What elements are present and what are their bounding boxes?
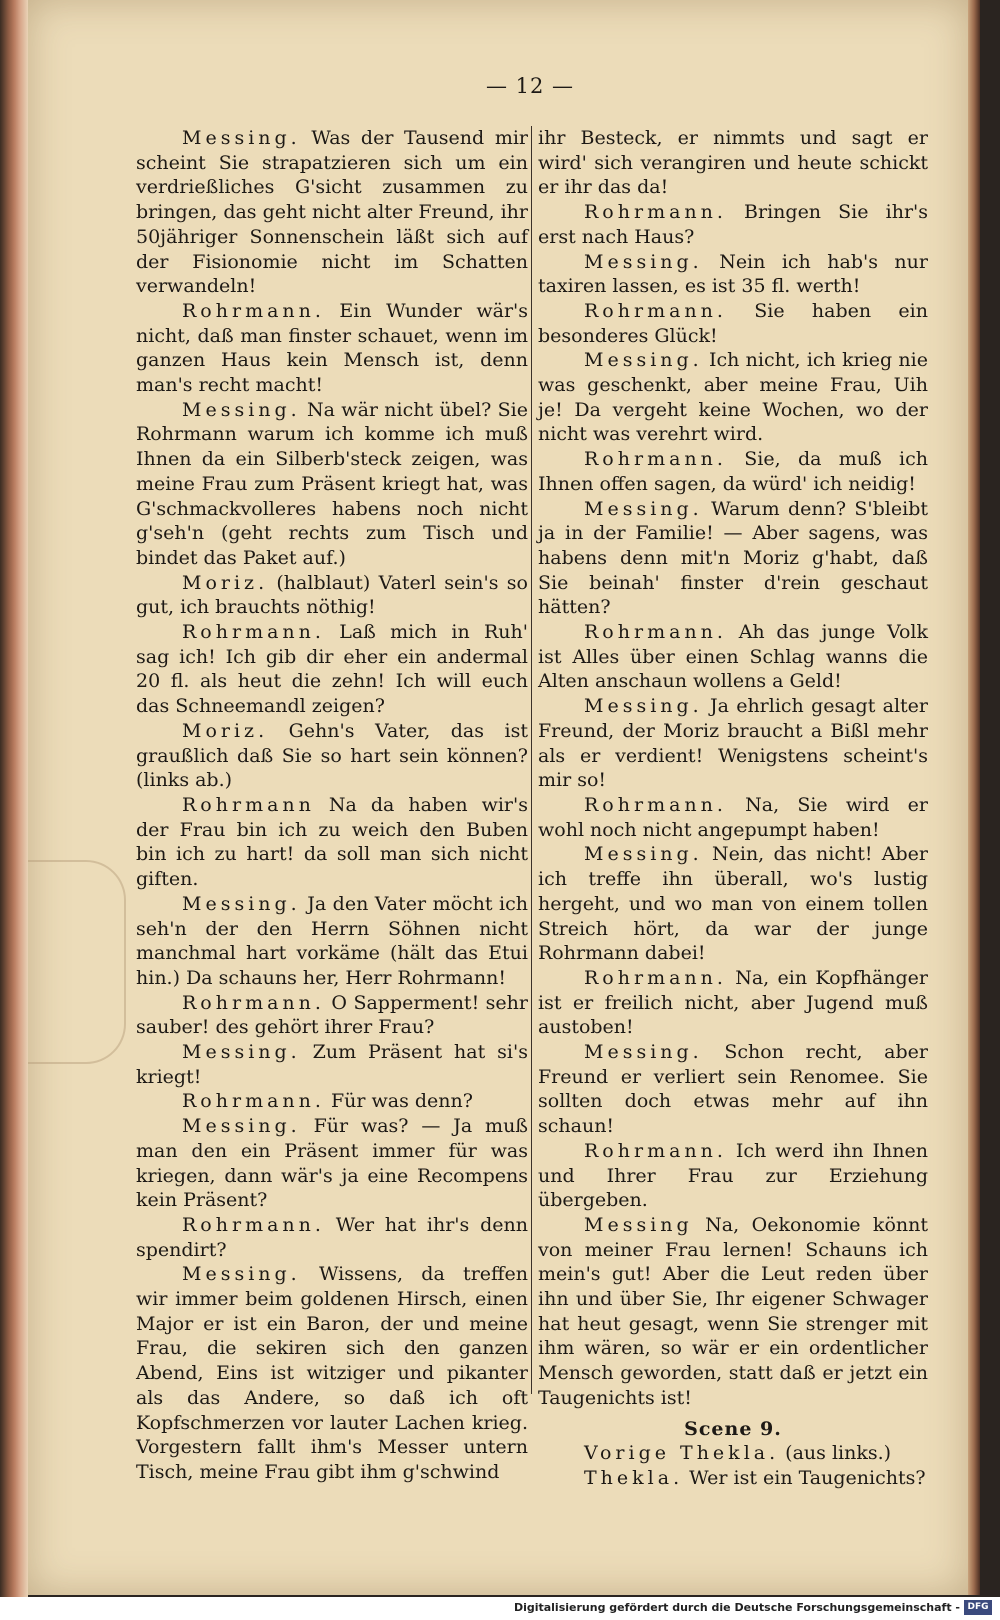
- speaker-name: Rohrmann.: [182, 1090, 325, 1113]
- speaker-name: Rohrmann.: [182, 299, 325, 322]
- dialogue-paragraph: [136, 1262, 528, 1484]
- dialogue-paragraph: [538, 966, 928, 1040]
- speaker-name: Rohrmann.: [584, 1139, 727, 1162]
- dialogue-paragraph: [538, 447, 928, 496]
- speaker-name: Messing.: [182, 1041, 301, 1064]
- dialogue-text: Warum denn? S'bleibt ja in der Familie! — Aber sagens, was habens denn mit'n Moriz g'habt, daß Sie beinah' finster d'rein geschaut hätten?: [538, 497, 928, 619]
- dialogue-paragraph: [538, 250, 928, 299]
- speaker-name: Rohrmann: [182, 793, 315, 816]
- dialogue-text: Na, Sie wird er wohl noch nicht angepumpt haben!: [538, 793, 928, 841]
- speaker-name: Rohrmann.: [584, 966, 727, 989]
- dialogue-text: Für was? — Ja muß man den ein Präsent immer für was kriegen, dann wär's ja eine Recompens kein Präsent?: [136, 1115, 528, 1212]
- dialogue-text: Zum Präsent hat si's kriegt!: [136, 1041, 528, 1088]
- dialogue-paragraph: [136, 571, 528, 620]
- speaker-name: Rohrmann.: [182, 621, 325, 644]
- dialogue-paragraph: [538, 842, 928, 966]
- dialogue-paragraph: [136, 620, 528, 719]
- book-binding-edge: [0, 0, 28, 1620]
- dialogue-paragraph: [538, 200, 928, 249]
- dialogue-text: Na, Oekonomie könnt von meiner Frau lernen! Schauns ich mein's gut! Aber die Leut reden über ihn und über Sie, Ihr eigener Schwager hat heut gesagt, wenn Sie strenger mit ihm wären, so wär er ein ordentlicher Mensch geworden, statt daß er jetzt ein Taugenichts ist!: [538, 1213, 928, 1409]
- speaker-name: Messing.: [584, 843, 703, 866]
- dialogue-text: Gehn's Vater, das ist graußlich daß Sie so hart sein können? (links ab.): [136, 719, 528, 792]
- scene-line-speaker: Thekla.: [584, 1466, 684, 1489]
- dialogue-text: Na da haben wir's der Frau bin ich zu weich den Buben bin ich zu hart! da soll man sich nicht giften.: [136, 793, 528, 891]
- dialogue-paragraph: [136, 991, 528, 1040]
- column-divider: [531, 126, 532, 1394]
- dialogue-text: ihr Besteck, er nimmts und sagt er wird' sich verangiren und heute schickt er ihr das da!: [538, 127, 928, 199]
- dialogue-text: Ja den Vater möcht ich seh'n der den Herrn Söhnen nicht manchmal hart vorkäme (hält das Etui hin.) Da schauns her, Herr Rohrmann!: [136, 892, 528, 989]
- dialogue-text: Ich werd ihn Ihnen und Ihrer Frau zur Erziehung übergeben.: [538, 1139, 928, 1212]
- left-text-column: [136, 126, 528, 1485]
- dialogue-text: Ein Wunder wär's nicht, daß man finster schauet, wenn im ganzen Haus kein Mensch ist, denn man's recht macht!: [136, 299, 528, 397]
- speaker-name: Messing.: [182, 1115, 301, 1138]
- dialogue-text: Wissens, da treffen wir immer beim goldenen Hirsch, einen Major er ist ein Baron, der und meine Frau, die sekiren sich den ganzen Abend, Eins ist witziger und pikanter als das Andere, so daß ich oft Kopfschmerzen vor lauter Lachen krieg. Vorgestern fallt ihm's Messer untern Tisch, meine Frau gibt ihm g'schwind: [136, 1263, 528, 1483]
- speaker-name: Messing.: [584, 250, 703, 273]
- speaker-name: Messing.: [584, 497, 703, 520]
- scene-heading: Scene 9.: [684, 1417, 782, 1440]
- dialogue-paragraph: [136, 719, 528, 793]
- dialogue-paragraph: [538, 620, 928, 694]
- speaker-name: Messing.: [584, 1041, 703, 1064]
- dialogue-text: Schon recht, aber Freund er verliert sein Renomee. Sie sollten doch etwas mehr auf ihn schaun!: [538, 1041, 928, 1138]
- speaker-name: Messing: [584, 1213, 693, 1236]
- dialogue-text: Laß mich in Ruh' sag ich! Ich gib dir eher ein andermal 20 fl. als heut die zehn! Ich will euch das Schneemandl zeigen?: [136, 621, 528, 718]
- dialogue-paragraph: [136, 398, 528, 571]
- page-number: — 12 —: [485, 74, 575, 98]
- dialogue-text: Was der Tausend mir scheint Sie strapatzieren sich um ein verdrießliches G'sicht zusammen zu bringen, das geht nicht alter Freund, ihr 50jähriger Sonnenschein läßt sich auf der Fisionomie nicht im Schatten verwandeln!: [136, 127, 528, 298]
- speaker-name: Moriz.: [182, 571, 269, 594]
- dialogue-text: Ich nicht, ich krieg nie was geschenkt, aber meine Frau, Uih je! Da vergeht keine Wochen, wo der nicht was verehrt wird.: [538, 349, 928, 446]
- page-tab-shadow: [28, 860, 126, 1064]
- dialogue-text: (halblaut) Vaterl sein's so gut, ich brauchts nöthig!: [136, 571, 528, 619]
- right-paragraphs: [538, 126, 928, 1411]
- scene-line-text: Wer ist ein Taugenichts?: [683, 1466, 926, 1489]
- dialogue-text: Sie, da muß ich Ihnen offen sagen, da würd' ich neidig!: [538, 448, 928, 495]
- speaker-name: Messing.: [182, 892, 301, 915]
- dialogue-paragraph: [538, 1213, 928, 1411]
- speaker-name: Messing.: [182, 398, 301, 421]
- footer-bar: [0, 1597, 1000, 1620]
- dialogue-text: O Sapperment! sehr sauber! des gehört ihrer Frau?: [136, 991, 528, 1039]
- dialogue-text: Für was denn?: [324, 1090, 473, 1113]
- dialogue-text: Wer hat ihr's denn spendirt?: [136, 1213, 528, 1261]
- dialogue-text: Na wär nicht übel? Sie Rohrmann warum ich komme ich muß Ihnen da ein Silberb'steck zeigen, was meine Frau zum Präsent kriegt hat, was G'schmackvolleres habens noch nicht g'seh'n (geht rechts zum Tisch und bindet das Paket auf.): [136, 398, 528, 569]
- right-text-column: [538, 126, 928, 1491]
- speaker-name: Rohrmann.: [584, 201, 727, 224]
- dialogue-paragraph: [538, 1040, 928, 1139]
- dialogue-paragraph: [136, 1114, 528, 1213]
- dialogue-paragraph: [538, 299, 928, 348]
- dialogue-paragraph: [538, 348, 928, 447]
- speaker-name: Messing.: [182, 1263, 301, 1286]
- dialogue-text: Ja ehrlich gesagt alter Freund, der Moriz braucht a Bißl mehr als er verdient! Wenigstens scheint's mir so!: [538, 695, 928, 792]
- dialogue-paragraph: [136, 299, 528, 398]
- dialogue-text: Bringen Sie ihr's erst nach Haus?: [538, 201, 928, 248]
- speaker-name: Rohrmann.: [584, 448, 727, 471]
- dialogue-paragraph: [538, 126, 928, 200]
- speaker-name: Messing.: [584, 349, 703, 372]
- dialogue-text: Na, ein Kopfhänger ist er freilich nicht, aber Jugend muß austoben!: [538, 966, 928, 1039]
- speaker-name: Messing.: [182, 127, 301, 149]
- dialogue-text: Ah das junge Volk ist Alles über einen Schlag wanns die Alten anschaun wollens a Geld!: [538, 621, 928, 693]
- scene-cast-text: (aus links.): [779, 1442, 892, 1465]
- dialogue-paragraph: [538, 793, 928, 842]
- dfg-logo: DFG: [964, 1600, 992, 1615]
- dialogue-paragraph: [538, 497, 928, 621]
- dialogue-paragraph: [136, 1213, 528, 1262]
- dialogue-paragraph: [136, 892, 528, 991]
- dialogue-paragraph: [538, 694, 928, 793]
- scene-line: [538, 1466, 928, 1491]
- scene-cast-speaker: Vorige Thekla.: [584, 1442, 780, 1465]
- speaker-name: Messing.: [584, 695, 703, 718]
- speaker-name: Rohrmann.: [584, 621, 727, 644]
- speaker-name: Rohrmann.: [584, 793, 727, 816]
- speaker-name: Rohrmann.: [182, 991, 325, 1014]
- page-right-edge: [968, 0, 980, 1595]
- dialogue-paragraph: [136, 126, 528, 299]
- scene-cast: [538, 1441, 928, 1466]
- speaker-name: Rohrmann.: [584, 299, 727, 322]
- dialogue-text: Nein ich hab's nur taxiren lassen, es ist 35 fl. werth!: [538, 250, 928, 298]
- dialogue-paragraph: [136, 793, 528, 892]
- speaker-name: Moriz.: [182, 719, 269, 742]
- dialogue-paragraph: [538, 1139, 928, 1213]
- dialogue-paragraph: [136, 1089, 528, 1114]
- dialogue-text: Nein, das nicht! Aber ich treffe ihn überall, wo's lustig hergeht, und wo man von einem tollen Streich hört, da war der junge Rohrmann dabei!: [538, 843, 928, 965]
- speaker-name: Rohrmann.: [182, 1213, 325, 1236]
- funding-credit: Digitalisierung gefördert durch die Deutsche Forschungsgemeinschaft -: [513, 1601, 960, 1614]
- dialogue-paragraph: [136, 1040, 528, 1089]
- dialogue-text: Sie haben ein besonderes Glück!: [538, 299, 928, 347]
